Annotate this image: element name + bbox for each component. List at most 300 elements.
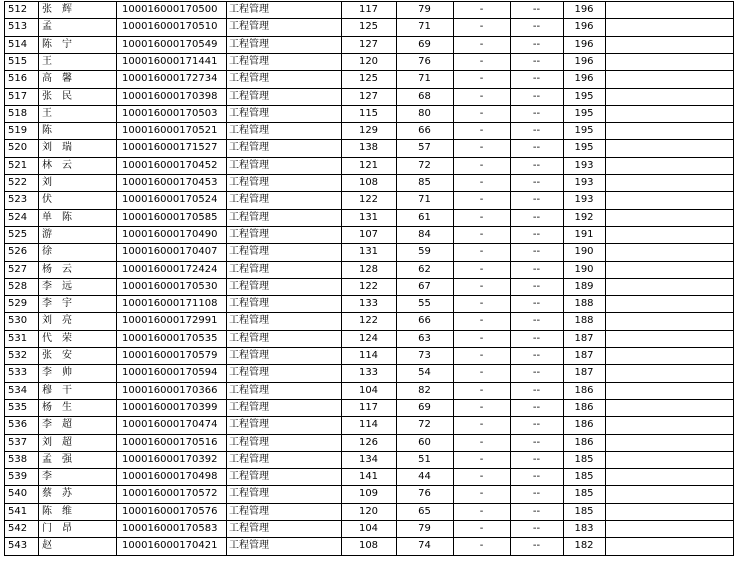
grid-line-vertical <box>226 1 227 556</box>
candidate-name <box>42 36 112 53</box>
name-given: 干 <box>62 384 72 396</box>
score-1: 104 <box>358 384 379 396</box>
table-row <box>0 174 736 191</box>
name-given: 宁 <box>62 38 72 50</box>
row-number: 528 <box>8 280 28 292</box>
candidate-name <box>42 174 112 191</box>
total-score: 195 <box>574 107 594 119</box>
total-score: 187 <box>574 332 594 344</box>
grid-line-vertical <box>605 1 606 556</box>
candidate-name <box>42 382 112 399</box>
score-1: 115 <box>358 107 379 119</box>
score-1: 141 <box>358 471 379 483</box>
name-surname: 代 <box>42 332 52 344</box>
score-4: -- <box>532 90 541 102</box>
score-1: 104 <box>358 523 379 534</box>
name-surname: 杨 <box>42 401 52 413</box>
grid-line-horizontal <box>4 278 733 279</box>
row-number: 525 <box>8 228 28 240</box>
score-4: -- <box>532 142 541 154</box>
candidate-name <box>42 105 112 122</box>
candidate-id: 100016000170474 <box>122 419 218 431</box>
score-1: 124 <box>358 332 379 344</box>
score-2: 59 <box>418 246 431 258</box>
candidate-id: 100016000170549 <box>122 38 218 50</box>
name-surname: 李 <box>42 419 52 431</box>
score-2: 74 <box>418 540 431 552</box>
table-row <box>0 209 736 226</box>
candidate-id: 100016000170576 <box>122 505 218 517</box>
candidate-name <box>42 226 112 243</box>
score-1: 120 <box>358 505 379 517</box>
score-3: - <box>479 159 484 171</box>
grid-line-vertical <box>341 1 342 556</box>
candidate-name <box>42 416 112 433</box>
row-number: 526 <box>8 246 28 258</box>
row-number: 529 <box>8 298 28 310</box>
score-4: -- <box>532 315 541 327</box>
score-2: 62 <box>418 263 431 275</box>
name-given: 亮 <box>62 315 72 327</box>
name-given: 陈 <box>62 211 72 223</box>
name-given: 超 <box>62 419 72 431</box>
table-row <box>0 434 736 451</box>
score-2: 71 <box>418 21 431 33</box>
total-score: 187 <box>574 350 594 361</box>
grid-line-horizontal <box>4 451 733 452</box>
score-2: 85 <box>418 177 431 188</box>
score-3: - <box>479 142 484 154</box>
score-4: -- <box>532 263 541 275</box>
score-4: -- <box>532 298 541 310</box>
total-score: 185 <box>574 471 594 483</box>
table-row <box>0 226 736 243</box>
row-number: 535 <box>8 401 28 413</box>
score-3: - <box>479 419 484 431</box>
score-1: 114 <box>358 350 379 361</box>
candidate-id: 100016000170453 <box>122 177 218 188</box>
table-row <box>0 139 736 156</box>
score-2: 57 <box>418 142 431 154</box>
score-3: - <box>479 90 484 102</box>
score-2: 66 <box>418 315 431 327</box>
table-row <box>0 105 736 122</box>
score-2: 68 <box>418 90 431 102</box>
score-3: - <box>479 523 484 534</box>
score-3: - <box>479 125 484 137</box>
table-row <box>0 312 736 329</box>
score-4: -- <box>532 488 541 500</box>
name-given: 馨 <box>62 73 72 85</box>
score-2: 73 <box>418 350 431 361</box>
candidate-name <box>42 122 112 139</box>
grid-line-horizontal <box>4 1 733 2</box>
name-surname: 李 <box>42 367 52 379</box>
name-surname: 张 <box>42 4 52 15</box>
score-4: -- <box>532 211 541 223</box>
total-score: 188 <box>574 298 594 310</box>
score-1: 117 <box>358 4 379 15</box>
total-score: 189 <box>574 280 594 292</box>
table-row <box>0 451 736 468</box>
score-3: - <box>479 332 484 344</box>
score-2: 76 <box>418 55 431 67</box>
grid-line-vertical <box>396 1 397 556</box>
candidate-id: 100016000170421 <box>122 540 218 552</box>
name-given: 超 <box>62 436 72 448</box>
score-4: -- <box>532 73 541 85</box>
row-number: 534 <box>8 384 28 396</box>
total-score: 190 <box>574 263 594 275</box>
grid-line-horizontal <box>4 226 733 227</box>
grid-line-vertical <box>563 1 564 556</box>
row-number: 530 <box>8 315 28 327</box>
candidate-id: 100016000170366 <box>122 384 218 396</box>
major: 工程管理 <box>229 401 269 413</box>
score-4: -- <box>532 523 541 534</box>
grid-line-horizontal <box>4 347 733 348</box>
score-4: -- <box>532 419 541 431</box>
candidate-id: 100016000170392 <box>122 453 218 465</box>
total-score: 196 <box>574 4 594 15</box>
grid-line-horizontal <box>4 191 733 192</box>
candidate-id: 100016000170516 <box>122 436 218 448</box>
score-2: 55 <box>418 298 431 310</box>
score-1: 120 <box>358 55 379 67</box>
major: 工程管理 <box>229 350 269 361</box>
grid-line-horizontal <box>4 261 733 262</box>
major: 工程管理 <box>229 315 269 327</box>
row-number: 520 <box>8 142 28 154</box>
score-3: - <box>479 211 484 223</box>
candidate-id: 100016000170594 <box>122 367 218 379</box>
name-surname: 张 <box>42 350 52 361</box>
score-1: 127 <box>358 90 379 102</box>
score-3: - <box>479 194 484 206</box>
row-number: 518 <box>8 107 28 119</box>
grid-line-vertical <box>38 1 39 556</box>
score-3: - <box>479 298 484 310</box>
major: 工程管理 <box>229 38 269 50</box>
grid-line-horizontal <box>4 382 733 383</box>
candidate-name <box>42 209 112 226</box>
name-given: 远 <box>62 280 72 292</box>
score-3: - <box>479 280 484 292</box>
candidate-name <box>42 53 112 70</box>
candidate-name <box>42 364 112 381</box>
score-1: 128 <box>358 263 379 275</box>
score-2: 72 <box>418 419 431 431</box>
grid-line-horizontal <box>4 122 733 123</box>
score-3: - <box>479 436 484 448</box>
score-4: -- <box>532 280 541 292</box>
candidate-id: 100016000170510 <box>122 21 218 33</box>
total-score: 196 <box>574 73 594 85</box>
candidate-id: 100016000170585 <box>122 211 218 223</box>
row-number: 539 <box>8 471 28 483</box>
table-row <box>0 330 736 347</box>
score-4: -- <box>532 401 541 413</box>
score-1: 129 <box>358 125 379 137</box>
table-row <box>0 520 736 537</box>
name-surname: 李 <box>42 298 52 310</box>
score-3: - <box>479 263 484 275</box>
candidate-id: 100016000170498 <box>122 471 218 483</box>
table-row <box>0 278 736 295</box>
score-3: - <box>479 73 484 85</box>
grid-line-horizontal <box>4 312 733 313</box>
row-number: 532 <box>8 350 28 361</box>
candidate-id: 100016000172734 <box>122 73 218 85</box>
score-2: 72 <box>418 159 431 171</box>
score-4: -- <box>532 246 541 258</box>
major: 工程管理 <box>229 177 269 188</box>
major: 工程管理 <box>229 194 269 206</box>
total-score: 186 <box>574 419 594 431</box>
candidate-name <box>42 88 112 105</box>
score-1: 125 <box>358 73 379 85</box>
name-surname: 单 <box>42 211 52 223</box>
candidate-id: 100016000170579 <box>122 350 218 361</box>
major: 工程管理 <box>229 211 269 223</box>
score-3: - <box>479 453 484 465</box>
score-1: 131 <box>358 246 379 258</box>
score-2: 61 <box>418 211 431 223</box>
grid-line-horizontal <box>4 139 733 140</box>
grid-line-horizontal <box>4 18 733 19</box>
score-3: - <box>479 246 484 258</box>
score-3: - <box>479 4 484 15</box>
total-score: 193 <box>574 159 594 171</box>
table-row <box>0 416 736 433</box>
major: 工程管理 <box>229 384 269 396</box>
name-given: 瑞 <box>62 142 72 154</box>
score-4: -- <box>532 453 541 465</box>
total-score: 196 <box>574 38 594 50</box>
grid-line-horizontal <box>4 485 733 486</box>
candidate-name <box>42 347 112 364</box>
name-surname: 李 <box>42 280 52 292</box>
score-1: 133 <box>358 298 379 310</box>
score-2: 44 <box>418 471 431 483</box>
row-number: 542 <box>8 523 28 534</box>
score-1: 108 <box>358 540 379 552</box>
row-number: 521 <box>8 159 28 171</box>
row-number: 515 <box>8 55 28 67</box>
grid-line-vertical <box>733 1 734 556</box>
candidate-name <box>42 451 112 468</box>
major: 工程管理 <box>229 107 269 119</box>
score-4: -- <box>532 540 541 552</box>
grid-line-horizontal <box>4 295 733 296</box>
total-score: 195 <box>574 142 594 154</box>
score-3: - <box>479 505 484 517</box>
table-row <box>0 1 736 18</box>
major: 工程管理 <box>229 280 269 292</box>
score-4: -- <box>532 367 541 379</box>
score-4: -- <box>532 228 541 240</box>
table-row <box>0 347 736 364</box>
score-4: -- <box>532 21 541 33</box>
total-score: 193 <box>574 177 594 188</box>
row-number: 523 <box>8 194 28 206</box>
row-number: 524 <box>8 211 28 223</box>
name-given: 维 <box>62 505 72 517</box>
candidate-id: 100016000172991 <box>122 315 218 327</box>
name-surname: 王 <box>42 55 52 67</box>
major: 工程管理 <box>229 246 269 258</box>
table-row <box>0 88 736 105</box>
major: 工程管理 <box>229 21 269 33</box>
major: 工程管理 <box>229 90 269 102</box>
score-4: -- <box>532 159 541 171</box>
score-1: 107 <box>358 228 379 240</box>
major: 工程管理 <box>229 367 269 379</box>
name-surname: 李 <box>42 471 52 483</box>
score-2: 71 <box>418 73 431 85</box>
candidate-id: 100016000171108 <box>122 298 218 310</box>
score-4: -- <box>532 436 541 448</box>
score-3: - <box>479 471 484 483</box>
table-row <box>0 36 736 53</box>
candidate-id: 100016000170398 <box>122 90 218 102</box>
score-4: -- <box>532 350 541 361</box>
name-surname: 赵 <box>42 540 52 552</box>
grid-line-horizontal <box>4 53 733 54</box>
candidate-name <box>42 537 112 554</box>
score-3: - <box>479 540 484 552</box>
total-score: 192 <box>574 211 594 223</box>
candidate-id: 100016000171441 <box>122 55 218 67</box>
name-surname: 伏 <box>42 194 52 206</box>
score-3: - <box>479 21 484 33</box>
table-row <box>0 122 736 139</box>
score-3: - <box>479 107 484 119</box>
candidate-id: 100016000171527 <box>122 142 218 154</box>
name-given: 宇 <box>62 298 72 310</box>
total-score: 186 <box>574 436 594 448</box>
score-1: 117 <box>358 401 379 413</box>
score-4: -- <box>532 471 541 483</box>
name-given: 荣 <box>62 332 72 344</box>
name-surname: 刘 <box>42 436 52 448</box>
row-number: 527 <box>8 263 28 275</box>
name-surname: 刘 <box>42 315 52 327</box>
score-2: 51 <box>418 453 431 465</box>
major: 工程管理 <box>229 159 269 171</box>
candidate-id: 100016000170572 <box>122 488 218 500</box>
candidate-id: 100016000170452 <box>122 159 218 171</box>
name-given: 强 <box>62 453 72 465</box>
score-2: 76 <box>418 488 431 500</box>
name-surname: 刘 <box>42 142 52 154</box>
name-surname: 刘 <box>42 177 52 188</box>
score-2: 67 <box>418 280 431 292</box>
table-row <box>0 485 736 502</box>
candidate-name <box>42 139 112 156</box>
candidate-id: 100016000170521 <box>122 125 218 137</box>
total-score: 188 <box>574 315 594 327</box>
grid-line-horizontal <box>4 416 733 417</box>
table-row <box>0 537 736 554</box>
candidate-name <box>42 485 112 502</box>
candidate-id: 100016000170399 <box>122 401 218 413</box>
candidate-name <box>42 330 112 347</box>
major: 工程管理 <box>229 228 269 240</box>
candidate-name <box>42 18 112 35</box>
major: 工程管理 <box>229 505 269 517</box>
score-4: -- <box>532 194 541 206</box>
score-3: - <box>479 177 484 188</box>
table-row <box>0 18 736 35</box>
candidate-name <box>42 278 112 295</box>
name-surname: 陈 <box>42 505 52 517</box>
name-surname: 游 <box>42 228 52 240</box>
score-2: 65 <box>418 505 431 517</box>
name-surname: 徐 <box>42 246 52 258</box>
grid-line-horizontal <box>4 520 733 521</box>
score-1: 127 <box>358 38 379 50</box>
total-score: 186 <box>574 384 594 396</box>
score-2: 69 <box>418 401 431 413</box>
major: 工程管理 <box>229 263 269 275</box>
grid-line-horizontal <box>4 174 733 175</box>
score-4: -- <box>532 332 541 344</box>
table-row <box>0 468 736 485</box>
candidate-name <box>42 191 112 208</box>
name-given: 安 <box>62 350 72 361</box>
table-row <box>0 157 736 174</box>
name-surname: 杨 <box>42 263 52 275</box>
name-surname: 陈 <box>42 125 52 137</box>
candidate-name <box>42 312 112 329</box>
table-row <box>0 382 736 399</box>
grid-line-vertical <box>453 1 454 556</box>
total-score: 195 <box>574 125 594 137</box>
score-1: 126 <box>358 436 379 448</box>
total-score: 196 <box>574 55 594 67</box>
total-score: 190 <box>574 246 594 258</box>
row-number: 514 <box>8 38 28 50</box>
grid-line-horizontal <box>4 555 733 556</box>
candidate-name <box>42 295 112 312</box>
score-1: 109 <box>358 488 379 500</box>
name-surname: 孟 <box>42 21 52 33</box>
total-score: 195 <box>574 90 594 102</box>
row-number: 537 <box>8 436 28 448</box>
candidate-name <box>42 261 112 278</box>
score-2: 54 <box>418 367 431 379</box>
score-1: 125 <box>358 21 379 33</box>
grid-line-horizontal <box>4 70 733 71</box>
score-2: 71 <box>418 194 431 206</box>
major: 工程管理 <box>229 125 269 137</box>
candidate-id: 100016000170583 <box>122 523 218 534</box>
row-number: 541 <box>8 505 28 517</box>
score-2: 63 <box>418 332 431 344</box>
table-row <box>0 70 736 87</box>
score-4: -- <box>532 107 541 119</box>
grid-line-horizontal <box>4 537 733 538</box>
table-row <box>0 191 736 208</box>
score-1: 122 <box>358 315 379 327</box>
score-3: - <box>479 350 484 361</box>
table-row <box>0 261 736 278</box>
score-3: - <box>479 384 484 396</box>
major: 工程管理 <box>229 332 269 344</box>
major: 工程管理 <box>229 419 269 431</box>
grid-line-horizontal <box>4 209 733 210</box>
